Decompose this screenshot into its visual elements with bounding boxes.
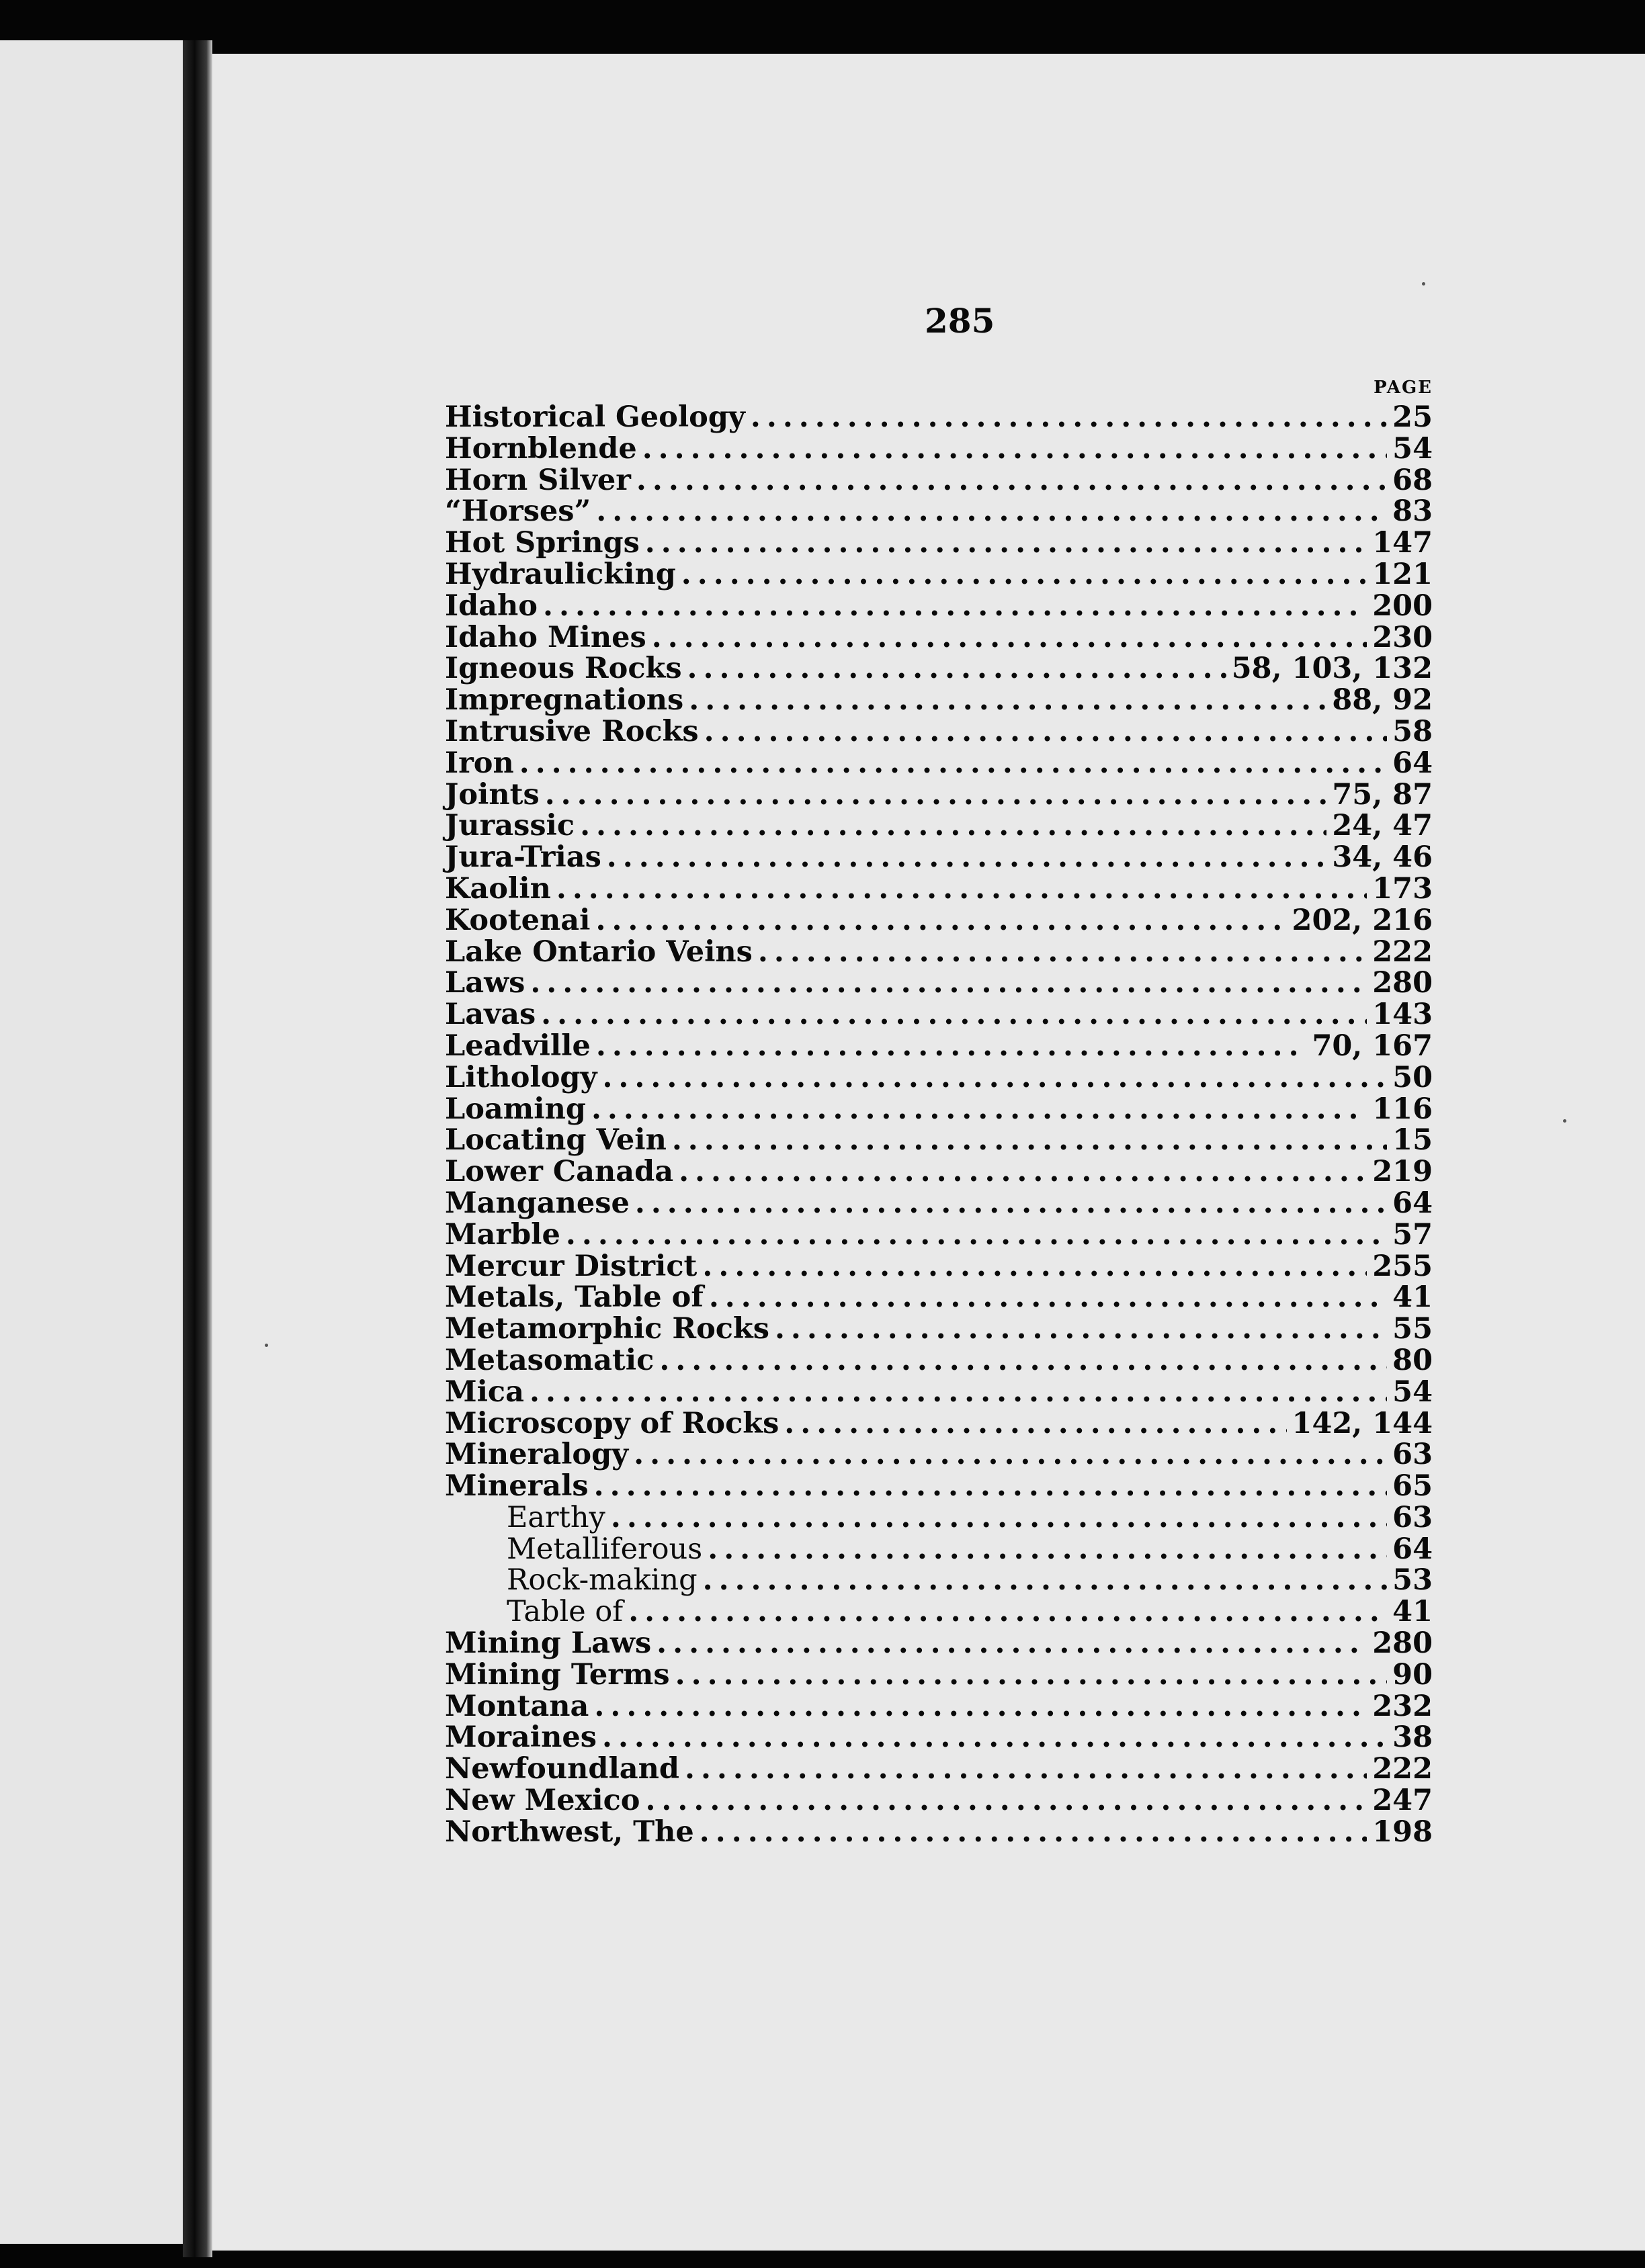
index-term: Northwest, The [445, 1815, 694, 1849]
index-term: Mineralogy [445, 1438, 629, 1472]
index-pages: 230 [1372, 620, 1433, 654]
index-term: Igneous Rocks [445, 652, 682, 686]
index-pages: 58 [1392, 714, 1433, 748]
index-term: Newfoundland [445, 1752, 679, 1786]
index-term: Kaolin [445, 871, 551, 906]
index-pages: 247 [1372, 1784, 1433, 1818]
index-entry [445, 1785, 1433, 1817]
index-pages: 90 [1392, 1657, 1433, 1692]
index-pages: 53 [1392, 1563, 1433, 1598]
index-term: Metals, Table of [445, 1280, 704, 1315]
index-term: Historical Geology [445, 400, 745, 434]
index-pages: 173 [1372, 871, 1433, 906]
index-term: Intrusive Rocks [445, 714, 699, 748]
dot-leader [657, 1628, 1367, 1659]
dot-leader [566, 1219, 1387, 1251]
index-pages: 200 [1372, 588, 1433, 623]
index-term: Loaming [445, 1092, 586, 1126]
index-entry [445, 1251, 1433, 1282]
index-term: Laws [445, 966, 525, 1000]
index-entry [445, 905, 1433, 936]
index-term: Mining Terms [445, 1657, 670, 1692]
dot-leader [679, 1156, 1367, 1188]
index-pages: 70, 167 [1312, 1029, 1433, 1063]
index-entry [445, 1753, 1433, 1785]
page-column-heading: PAGE [1374, 378, 1433, 398]
index-term: Mining Laws [445, 1626, 652, 1661]
index-entry [445, 1722, 1433, 1753]
index-term: Jura-Trias [445, 840, 601, 875]
dot-leader [607, 842, 1327, 873]
index-term: Mercur District [445, 1249, 698, 1283]
dot-leader [645, 1785, 1367, 1817]
dot-leader [703, 1565, 1388, 1596]
dot-leader [543, 591, 1367, 622]
dot-leader [596, 1031, 1307, 1062]
index-term: Montana [445, 1689, 589, 1723]
index-term: Microscopy of Rocks [445, 1406, 779, 1440]
index-entry [445, 402, 1433, 433]
index-pages: 88, 92 [1332, 683, 1433, 717]
index-pages: 280 [1372, 1626, 1433, 1661]
index-pages: 142, 144 [1292, 1406, 1433, 1440]
index-term: Iron [445, 746, 514, 780]
index-term: New Mexico [445, 1784, 640, 1818]
dot-leader [595, 905, 1286, 936]
index-entry [445, 1219, 1433, 1251]
index-entry [445, 936, 1433, 968]
dot-leader [541, 999, 1367, 1031]
index-list [445, 402, 1433, 1848]
index-pages: 54 [1392, 1375, 1433, 1409]
index-subentry [445, 1596, 1433, 1628]
dot-leader [659, 1345, 1387, 1377]
index-term: Mica [445, 1375, 524, 1409]
index-entry [445, 779, 1433, 811]
index-entry [445, 1313, 1433, 1345]
index-term: Metasomatic [445, 1343, 655, 1377]
dot-leader [594, 1471, 1388, 1502]
index-term: Joints [445, 777, 540, 812]
index-pages: 34, 46 [1332, 840, 1433, 875]
index-pages: 57 [1392, 1217, 1433, 1252]
dot-leader [709, 1282, 1387, 1313]
dot-leader [611, 1502, 1387, 1534]
index-term: Metalliferous [507, 1532, 703, 1566]
index-term: Hot Springs [445, 526, 640, 560]
index-entry [445, 1408, 1433, 1440]
dot-leader [596, 496, 1387, 527]
index-entry [445, 748, 1433, 779]
index-pages: 54 [1392, 431, 1433, 466]
index-term: Kootenai [445, 903, 591, 937]
dot-leader [591, 1094, 1367, 1125]
index-term: Impregnations [445, 683, 684, 717]
index-entry [445, 1659, 1433, 1691]
index-entry [445, 873, 1433, 905]
index-pages: 202, 216 [1292, 903, 1433, 937]
index-pages: 64 [1392, 1532, 1433, 1566]
dot-leader [685, 1753, 1367, 1785]
index-pages: 65 [1392, 1469, 1433, 1503]
index-entry [445, 999, 1433, 1031]
dot-leader [635, 1188, 1387, 1219]
dot-leader [652, 622, 1367, 654]
index-term: Idaho [445, 588, 538, 623]
index-pages: 280 [1372, 966, 1433, 1000]
index-pages: 219 [1372, 1155, 1433, 1189]
index-pages: 41 [1392, 1595, 1433, 1629]
index-pages: 198 [1372, 1815, 1433, 1849]
dot-leader [530, 967, 1367, 999]
dot-leader [702, 1251, 1367, 1282]
index-entry [445, 1628, 1433, 1659]
index-entry [445, 1439, 1433, 1471]
index-pages: 58, 103, 132 [1231, 652, 1433, 686]
index-term: Idaho Mines [445, 620, 646, 654]
index-term: Lithology [445, 1060, 597, 1094]
index-pages: 25 [1392, 400, 1433, 434]
facing-page [0, 40, 183, 2244]
index-entry [445, 1377, 1433, 1408]
index-entry [445, 588, 1433, 623]
index-entry [445, 1125, 1433, 1156]
index-entry [445, 1691, 1433, 1722]
dot-leader [687, 653, 1226, 685]
index-pages: 55 [1392, 1312, 1433, 1346]
index-entry [445, 496, 1433, 527]
index-entry [445, 1471, 1433, 1502]
index-entry [445, 1282, 1433, 1313]
index-entry [445, 842, 1433, 873]
dot-leader [672, 1125, 1387, 1156]
paper-speck [1563, 1119, 1566, 1123]
paper-speck [265, 1344, 268, 1347]
index-pages: 255 [1372, 1249, 1433, 1283]
index-subentry [445, 1565, 1433, 1596]
index-pages: 75, 87 [1332, 777, 1433, 812]
dot-leader [708, 1534, 1387, 1565]
index-subentry [445, 1502, 1433, 1534]
index-pages: 64 [1392, 746, 1433, 780]
index-term: Leadville [445, 1029, 591, 1063]
dot-leader [784, 1408, 1286, 1440]
index-term: Locating Vein [445, 1123, 667, 1158]
index-pages: 64 [1392, 1186, 1433, 1220]
paper-speck [1422, 282, 1425, 286]
index-pages: 68 [1392, 463, 1433, 497]
dot-leader [758, 936, 1367, 968]
index-entry [445, 465, 1433, 496]
index-pages: 222 [1372, 1752, 1433, 1786]
index-term: Horn Silver [445, 463, 631, 497]
dot-leader [636, 465, 1387, 496]
index-entry [445, 1062, 1433, 1094]
index-term: Lower Canada [445, 1155, 674, 1189]
index-term: Hydraulicking [445, 557, 676, 591]
index-pages: 222 [1372, 934, 1433, 969]
index-pages: 15 [1392, 1123, 1433, 1158]
index-pages: 24, 47 [1332, 809, 1433, 843]
index-entry [445, 1817, 1433, 1848]
dot-leader [594, 1691, 1367, 1722]
index-entry [445, 967, 1433, 999]
index-pages: 63 [1392, 1500, 1433, 1534]
binding-gutter [183, 40, 212, 2257]
dot-leader [645, 527, 1367, 559]
index-entry [445, 559, 1433, 591]
index-pages: 80 [1392, 1343, 1433, 1377]
dot-leader [519, 748, 1387, 779]
index-pages: 83 [1392, 494, 1433, 529]
index-entry [445, 622, 1433, 654]
index-term: Minerals [445, 1469, 589, 1503]
index-pages: 50 [1392, 1060, 1433, 1094]
index-pages: 147 [1372, 526, 1433, 560]
index-pages: 143 [1372, 998, 1433, 1032]
index-entry [445, 1031, 1433, 1062]
index-term: Moraines [445, 1720, 597, 1755]
dot-leader [634, 1439, 1387, 1471]
dot-leader [628, 1596, 1387, 1628]
index-entry [445, 527, 1433, 559]
dot-leader [602, 1722, 1387, 1753]
index-pages: 63 [1392, 1438, 1433, 1472]
index-pages: 116 [1372, 1092, 1433, 1126]
dot-leader [704, 716, 1388, 748]
index-entry [445, 1188, 1433, 1219]
dot-leader [545, 779, 1327, 811]
index-entry [445, 653, 1433, 685]
index-term: Jurassic [445, 809, 575, 843]
dot-leader [675, 1659, 1388, 1691]
index-pages: 232 [1372, 1689, 1433, 1723]
dot-leader [580, 810, 1326, 842]
index-term: Marble [445, 1217, 560, 1252]
index-entry [445, 433, 1433, 465]
index-term: Metamorphic Rocks [445, 1312, 769, 1346]
index-entry [445, 1156, 1433, 1188]
index-term: Lake Ontario Veins [445, 934, 753, 969]
dot-leader [681, 559, 1367, 591]
index-term: Lavas [445, 998, 536, 1032]
index-subentry [445, 1534, 1433, 1565]
index-term: Hornblende [445, 431, 637, 466]
index-entry [445, 810, 1433, 842]
index-pages: 38 [1392, 1720, 1433, 1755]
index-pages: 121 [1372, 557, 1433, 591]
dot-leader [556, 873, 1367, 905]
page-number: 285 [925, 301, 995, 341]
dot-leader [689, 685, 1326, 716]
index-entry [445, 716, 1433, 748]
index-term: Table of [507, 1595, 624, 1629]
dot-leader [775, 1313, 1387, 1345]
index-entry [445, 1094, 1433, 1125]
dot-leader [530, 1377, 1387, 1408]
index-term: Manganese [445, 1186, 630, 1220]
dot-leader [602, 1062, 1387, 1094]
dot-leader [700, 1817, 1367, 1848]
index-entry [445, 685, 1433, 716]
index-term: Earthy [507, 1500, 605, 1534]
index-entry [445, 1345, 1433, 1377]
dot-leader [642, 433, 1387, 465]
index-term: “Horses” [445, 494, 591, 529]
dot-leader [751, 402, 1387, 433]
index-term: Rock-making [507, 1563, 698, 1598]
index-pages: 41 [1392, 1280, 1433, 1315]
